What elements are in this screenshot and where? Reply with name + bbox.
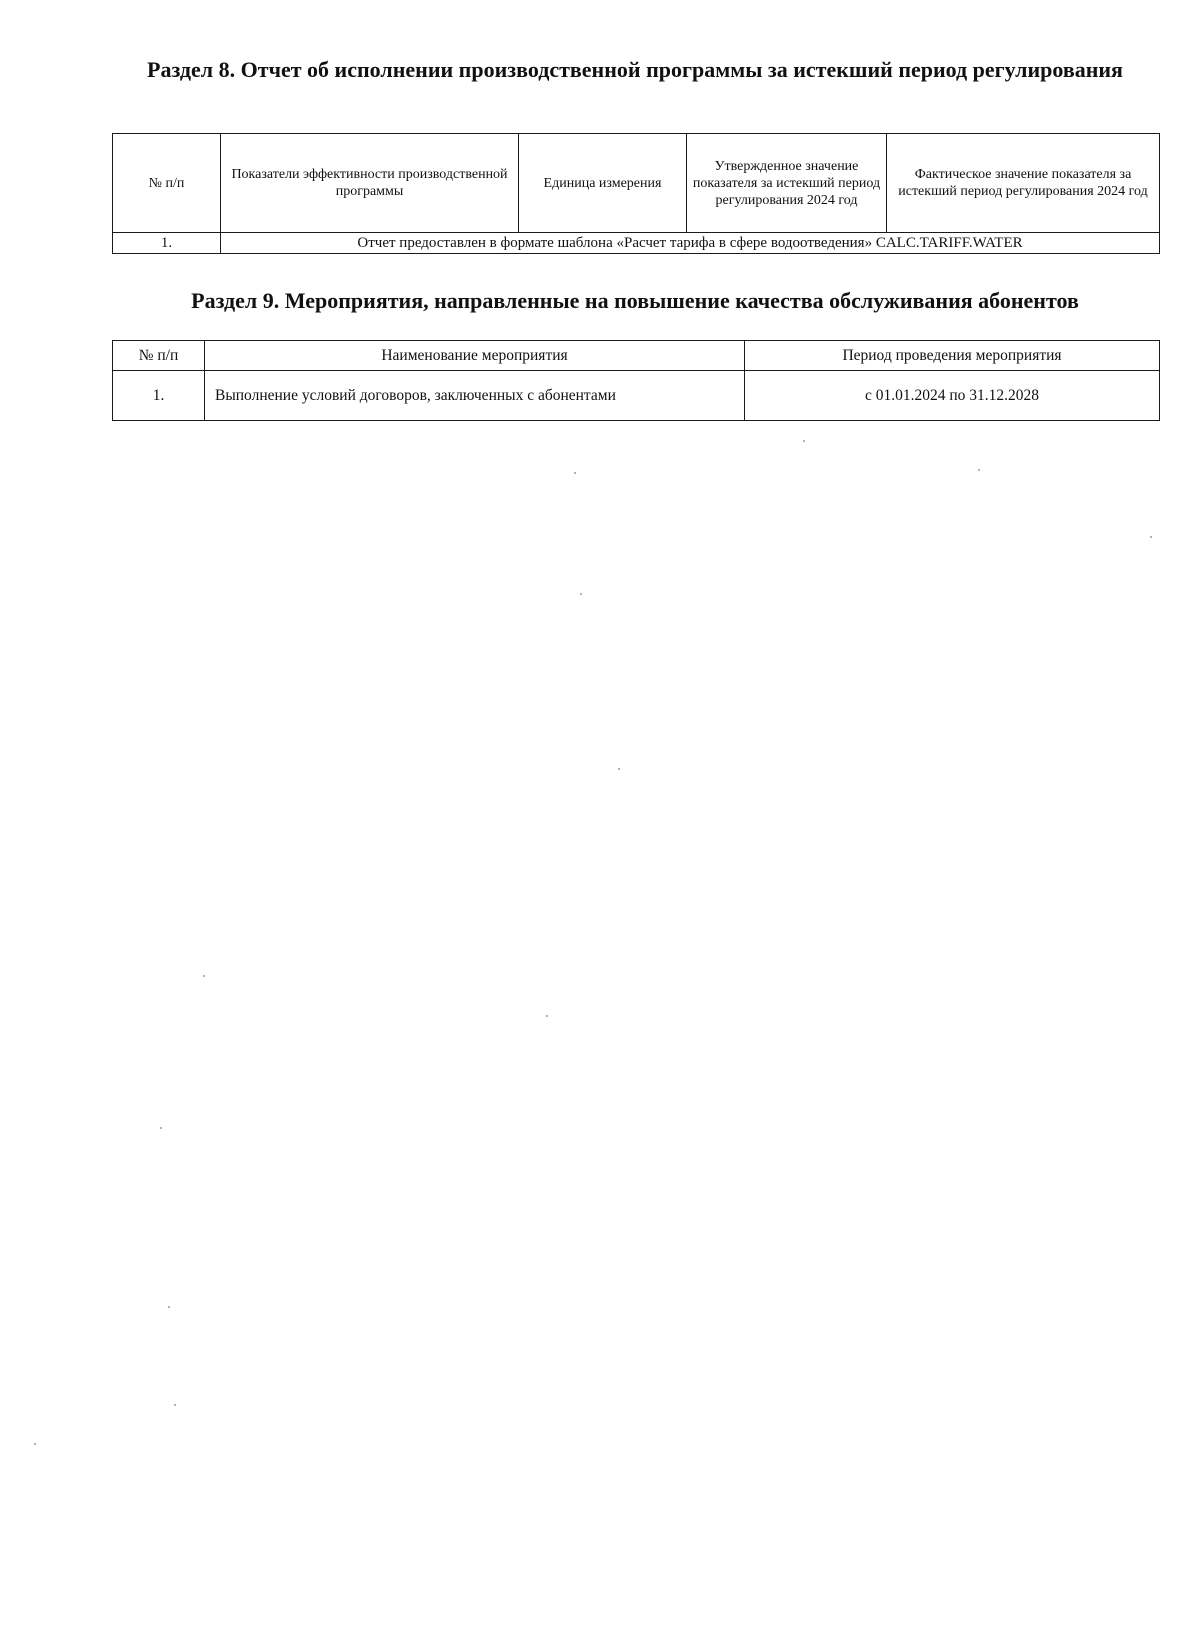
section-8-title: Раздел 8. Отчет об исполнении производственной программы за истекший период регулирования [147, 57, 1123, 82]
header-num: № п/п [113, 134, 221, 233]
header-actual-value: Фактическое значение показателя за истекший период регулирования 2024 год [887, 134, 1160, 233]
row-report-text: Отчет предоставлен в формате шаблона «Расчет тарифа в сфере водоотведения» CALC.TARIFF.WATER [221, 233, 1160, 254]
header-event-name: Наименование мероприятия [205, 341, 745, 371]
row-num: 1. [113, 371, 205, 421]
scan-speck [803, 440, 805, 442]
scan-speck [574, 472, 576, 474]
scan-speck [168, 1306, 170, 1308]
header-unit: Единица измерения [519, 134, 687, 233]
section-9-table [112, 340, 1160, 421]
row-num: 1. [113, 233, 221, 254]
header-approved-value: Утвержденное значение показателя за истекший период регулирования 2024 год [687, 134, 887, 233]
scan-speck [160, 1127, 162, 1129]
scan-speck [546, 1015, 548, 1017]
table-header-row [113, 134, 1160, 233]
section-9-title: Раздел 9. Мероприятия, направленные на повышение качества обслуживания абонентов [191, 288, 1079, 313]
header-indicators: Показатели эффективности производственной программы [221, 134, 519, 233]
scan-speck [618, 768, 620, 770]
scan-speck [1150, 536, 1152, 538]
header-event-period: Период проведения мероприятия [745, 341, 1160, 371]
scan-speck [174, 1404, 176, 1406]
table-row [113, 371, 1160, 421]
row-event-name: Выполнение условий договоров, заключенных с абонентами [205, 371, 745, 421]
scan-speck [580, 593, 582, 595]
table-row [113, 233, 1160, 254]
section-8-table [112, 133, 1160, 254]
table-header-row [113, 341, 1160, 371]
header-num: № п/п [113, 341, 205, 371]
scan-speck [978, 469, 980, 471]
scan-speck [203, 975, 205, 977]
scan-speck [34, 1443, 36, 1445]
row-event-period: с 01.01.2024 по 31.12.2028 [745, 371, 1160, 421]
